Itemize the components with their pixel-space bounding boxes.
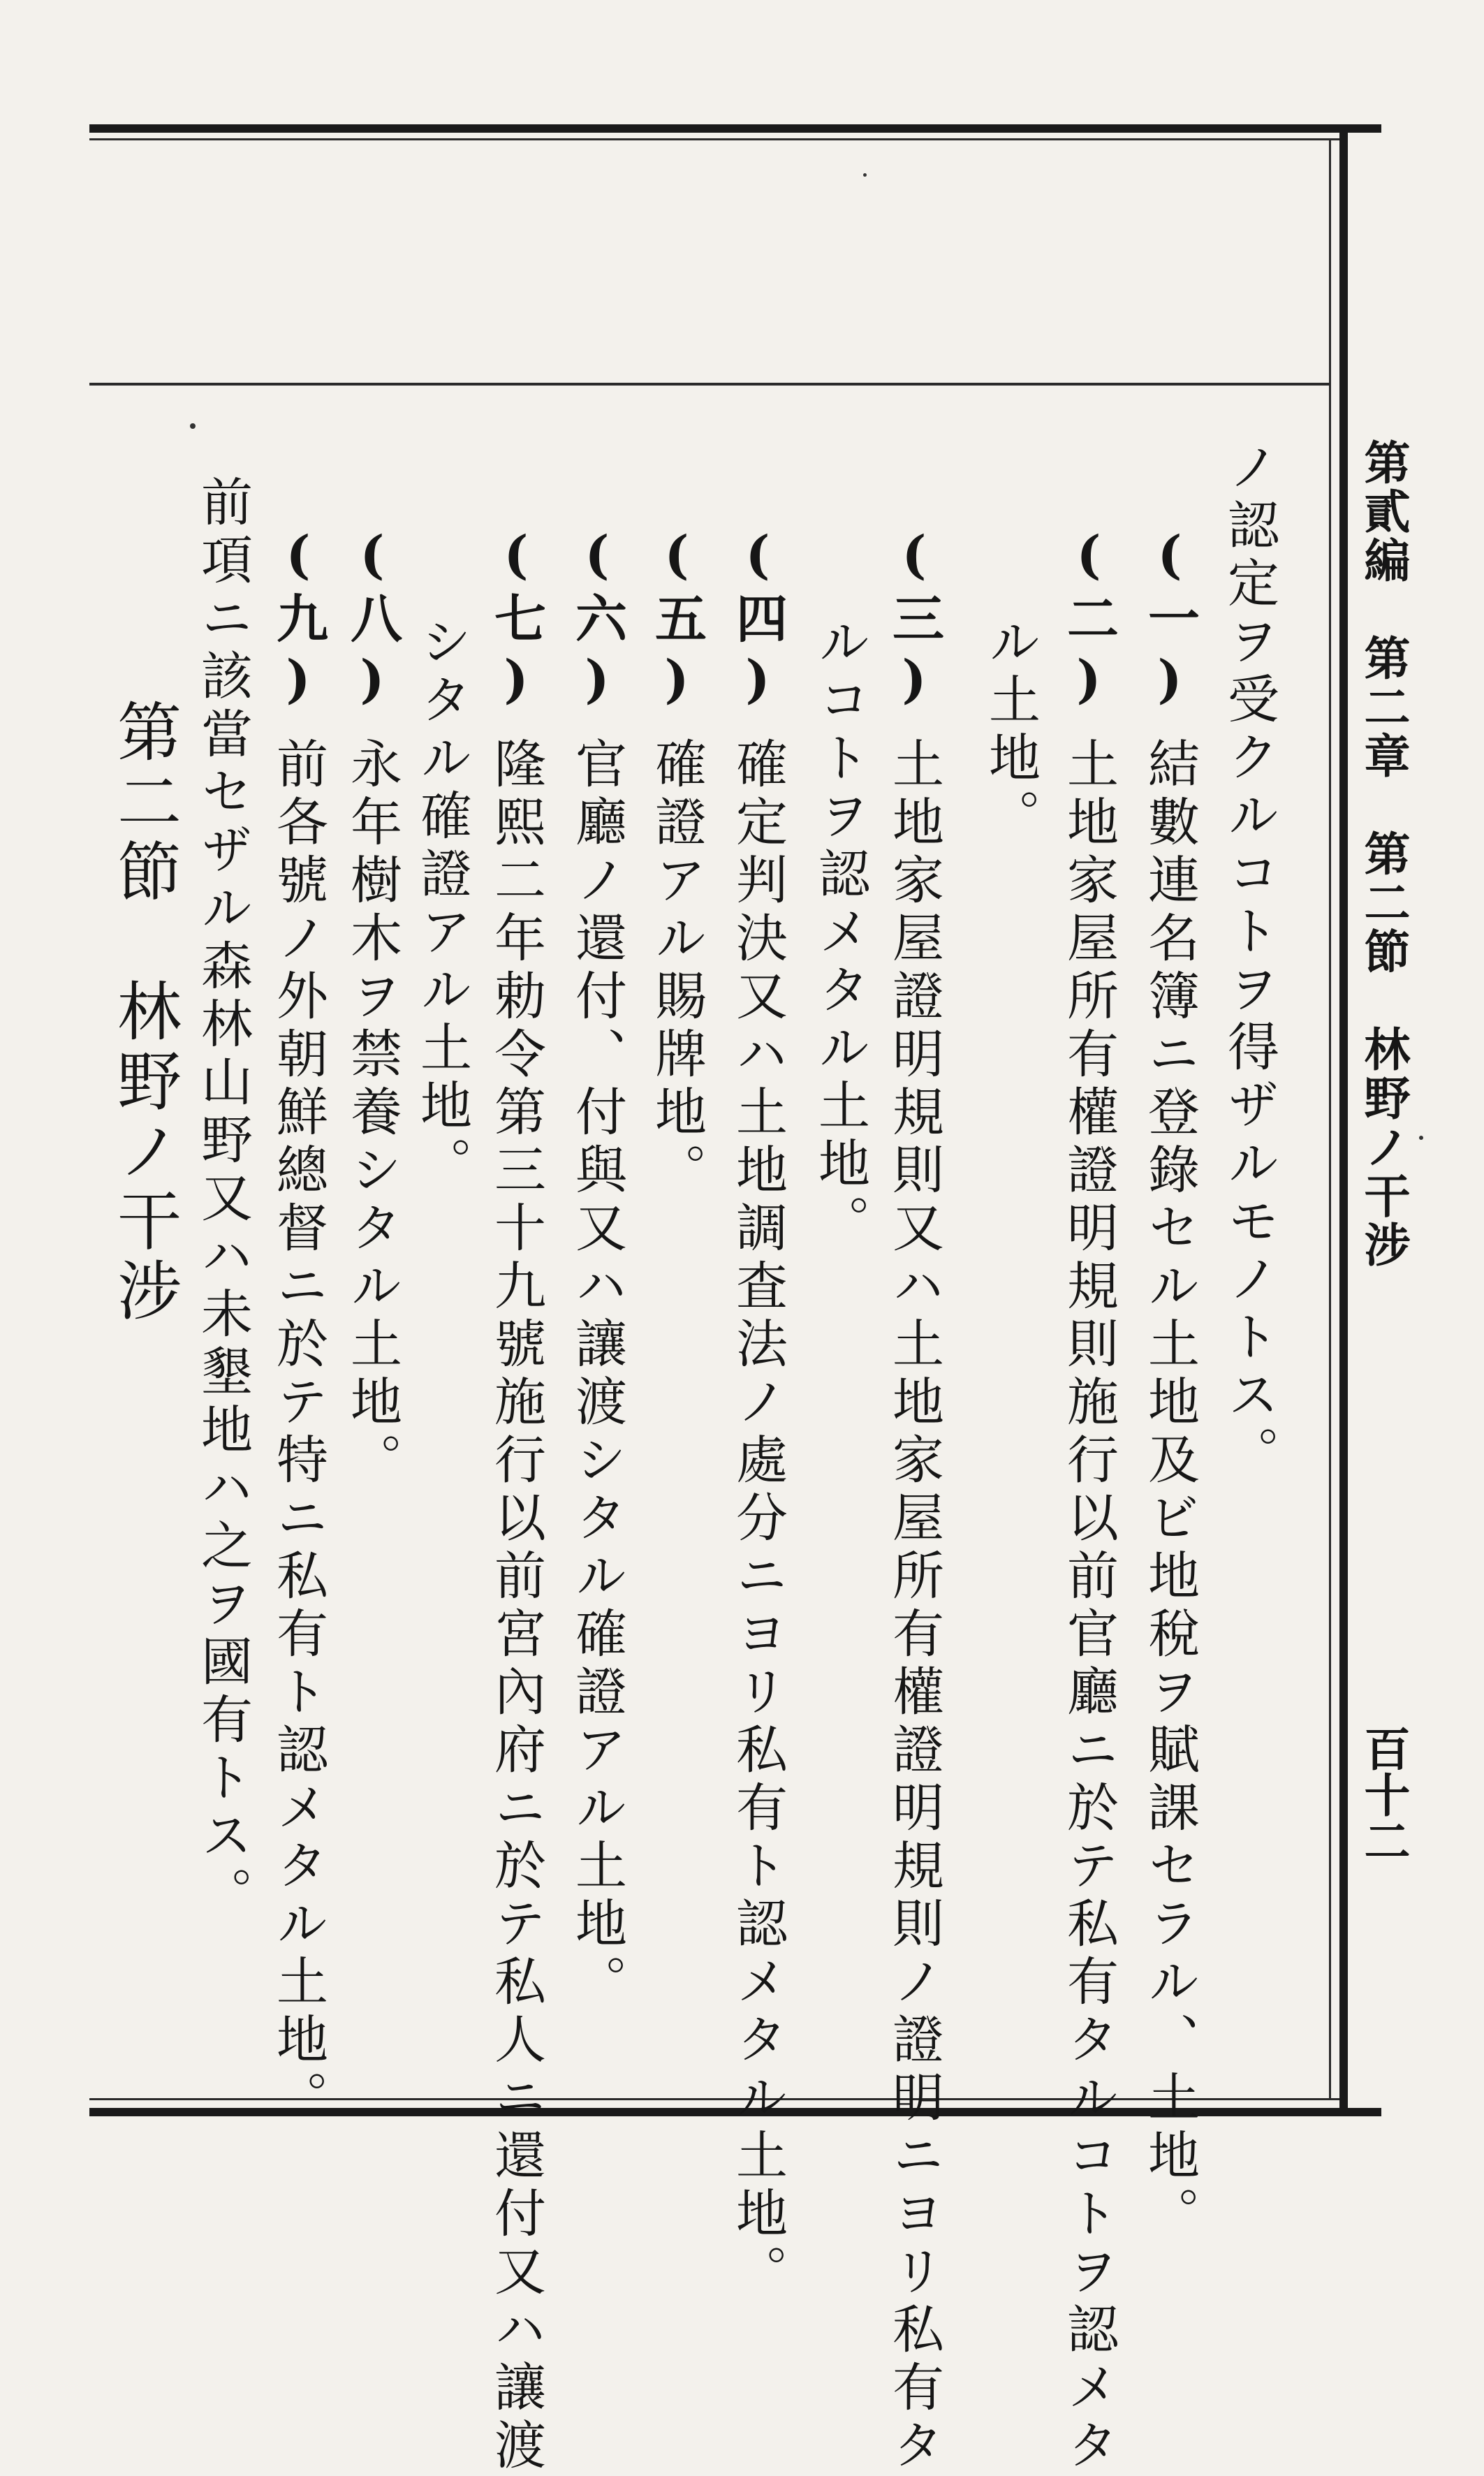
item-number: (七) [486, 525, 546, 716]
list-item-5 [647, 525, 707, 1201]
header-rule [89, 383, 1330, 386]
item-number: (九) [268, 525, 328, 716]
frame-top-rule [89, 124, 1381, 133]
item-text: 永年樹木ヲ禁養シタル土地。 [342, 737, 402, 1490]
frame-top-inner-rule [89, 138, 1339, 140]
list-item-6 [567, 525, 627, 2012]
list-item-3 [884, 525, 944, 2476]
item-number: (三) [884, 525, 944, 716]
item-number: (六) [567, 525, 627, 716]
page-number: 百十二 [1356, 1725, 1411, 1863]
list-item-2-continuation: ル土地。 [980, 615, 1041, 847]
intro-line: ノ認定ヲ受クルコトヲ得ザルモノトス。 [1219, 440, 1279, 1484]
frame-right-inner-rule [1329, 138, 1331, 2100]
list-item-7-continuation: シタル確證アル土地。 [412, 615, 472, 1194]
list-item-2 [1059, 525, 1119, 2476]
list-item-7 [486, 525, 546, 2476]
item-number: (四) [728, 525, 788, 716]
item-number: (八) [342, 525, 402, 716]
item-text: 前各號ノ外朝鮮總督ニ於テ特ニ私有ト認メタル土地。 [268, 737, 328, 2128]
list-item-8 [342, 525, 402, 1490]
item-text: 土地家屋證明規則又ハ土地家屋所有權證明規則ノ證明ニヨリ私有タ [884, 737, 944, 2476]
section-heading: 第二節 林野ノ干涉 [107, 698, 182, 1327]
item-text: 土地家屋所有權證明規則施行以前官廳ニ於テ私有タルコトヲ認メタ [1059, 737, 1119, 2476]
closing-paragraph: 前項ニ該當セザル森林山野又ハ未墾地ハ之ヲ國有トス。 [193, 475, 253, 1924]
scan-speck [863, 173, 867, 177]
frame-right-rule [1339, 124, 1348, 2116]
scan-speck [190, 423, 196, 429]
list-item-3-continuation: ルコトヲ認メタル土地。 [810, 615, 870, 1252]
item-number: (一) [1140, 525, 1200, 716]
item-number: (五) [647, 525, 707, 716]
item-text: 確證アル賜牌地。 [647, 737, 707, 1201]
item-text: 結數連名簿ニ登錄セル土地及ビ地稅ヲ賦課セラル、土地。 [1140, 737, 1200, 2244]
list-item-9 [268, 525, 328, 2128]
item-text: 確定判決又ハ土地調査法ノ處分ニヨリ私有ト認メタル土地。 [728, 737, 788, 2302]
scan-speck [1419, 1136, 1423, 1140]
running-head: 第貳編 第二章 第二節 林野ノ干涉 [1356, 439, 1411, 1270]
item-number: (二) [1059, 525, 1119, 716]
item-text: 官廳ノ還付、付與又ハ讓渡シタル確證アル土地。 [567, 737, 627, 2012]
item-text: 隆熙二年勅令第三十九號施行以前宮內府ニ於テ私人ニ還付又ハ讓渡 [486, 737, 546, 2476]
list-item-1 [1140, 525, 1200, 2244]
list-item-4 [728, 525, 788, 2302]
